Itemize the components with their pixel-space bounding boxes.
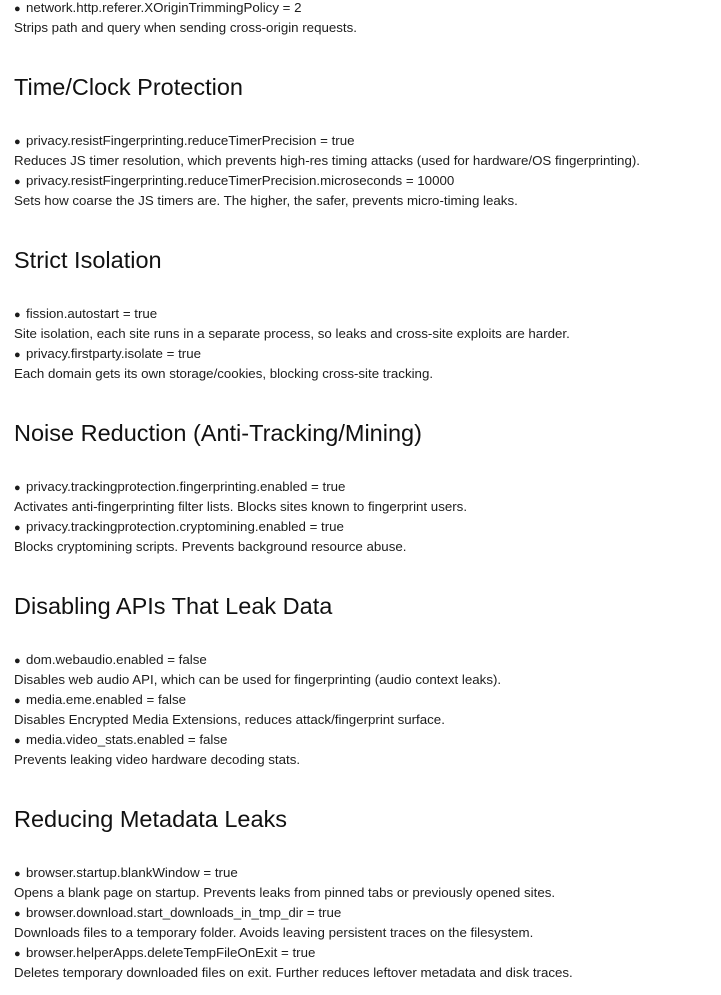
section-title: Disabling APIs That Leak Data xyxy=(14,593,333,619)
section-title: Reducing Metadata Leaks xyxy=(14,806,288,832)
setting-text: media.eme.enabled = false xyxy=(26,692,187,707)
bullet-icon: ● xyxy=(14,695,21,707)
setting-description: Opens a blank page on startup. Prevents leaks from pinned tabs or previously opened sites. xyxy=(14,885,556,900)
setting-text: browser.helperApps.deleteTempFileOnExit = true xyxy=(26,945,316,960)
bullet-icon: ● xyxy=(14,176,21,188)
bullet-icon: ● xyxy=(14,482,21,494)
setting-line xyxy=(14,903,721,923)
setting-description: Downloads files to a temporary folder. Avoids leaving persistent traces on the filesystem. xyxy=(14,925,534,940)
section-strict-isolation xyxy=(14,245,721,384)
setting-description: Strips path and query when sending cross-origin requests. xyxy=(14,20,357,35)
bullet-icon: ● xyxy=(14,136,21,148)
setting-line xyxy=(14,0,721,18)
setting-description: Disables web audio API, which can be used for fingerprinting (audio context leaks). xyxy=(14,672,502,687)
section-disabling-apis xyxy=(14,591,721,770)
setting-line xyxy=(14,650,721,670)
section-time-clock-protection xyxy=(14,72,721,211)
bullet-icon: ● xyxy=(14,948,21,960)
setting-line xyxy=(14,304,721,324)
bullet-icon: ● xyxy=(14,3,21,15)
setting-description: Each domain gets its own storage/cookies, blocking cross-site tracking. xyxy=(14,366,434,381)
setting-text: network.http.referer.XOriginTrimmingPolicy = 2 xyxy=(26,0,302,15)
setting-description: Disables Encrypted Media Extensions, reduces attack/fingerprint surface. xyxy=(14,712,445,727)
setting-line xyxy=(14,344,721,364)
bullet-icon: ● xyxy=(14,908,21,920)
setting-line xyxy=(14,131,721,151)
setting-line xyxy=(14,171,721,191)
setting-line xyxy=(14,863,721,883)
bullet-icon: ● xyxy=(14,655,21,667)
setting-text: privacy.trackingprotection.fingerprinting.enabled = true xyxy=(26,479,346,494)
setting-description: Blocks cryptomining scripts. Prevents background resource abuse. xyxy=(14,539,407,554)
section-title: Time/Clock Protection xyxy=(14,74,243,100)
setting-description: Site isolation, each site runs in a separate process, so leaks and cross-site exploits are harder. xyxy=(14,326,570,341)
section-title: Strict Isolation xyxy=(14,247,162,273)
setting-line xyxy=(14,943,721,963)
setting-text: privacy.firstparty.isolate = true xyxy=(26,346,202,361)
setting-line xyxy=(14,730,721,750)
setting-description: Deletes temporary downloaded files on exit. Further reduces leftover metadata and disk traces. xyxy=(14,965,573,980)
setting-text: dom.webaudio.enabled = false xyxy=(26,652,207,667)
setting-text: fission.autostart = true xyxy=(26,306,158,321)
setting-description: Sets how coarse the JS timers are. The higher, the safer, prevents micro-timing leaks. xyxy=(14,193,518,208)
setting-description: Reduces JS timer resolution, which prevents high-res timing attacks (used for hardware/OS fingerprinting). xyxy=(14,153,640,168)
setting-text: media.video_stats.enabled = false xyxy=(26,732,228,747)
bullet-icon: ● xyxy=(14,735,21,747)
bullet-icon: ● xyxy=(14,349,21,361)
section-reducing-metadata-leaks xyxy=(14,804,721,983)
section-noise-reduction xyxy=(14,418,721,557)
setting-text: privacy.resistFingerprinting.reduceTimerPrecision.microseconds = 10000 xyxy=(26,173,455,188)
setting-text: browser.download.start_downloads_in_tmp_dir = true xyxy=(26,905,342,920)
intro-block xyxy=(14,0,721,38)
setting-description: Activates anti-fingerprinting filter lists. Blocks sites known to fingerprint users. xyxy=(14,499,468,514)
bullet-icon: ● xyxy=(14,868,21,880)
section-title: Noise Reduction (Anti-Tracking/Mining) xyxy=(14,420,422,446)
setting-line xyxy=(14,477,721,497)
bullet-icon: ● xyxy=(14,309,21,321)
document-page xyxy=(14,0,721,983)
setting-line xyxy=(14,517,721,537)
bullet-icon: ● xyxy=(14,522,21,534)
setting-text: privacy.resistFingerprinting.reduceTimerPrecision = true xyxy=(26,133,355,148)
setting-line xyxy=(14,690,721,710)
setting-description: Prevents leaking video hardware decoding stats. xyxy=(14,752,301,767)
setting-text: browser.startup.blankWindow = true xyxy=(26,865,238,880)
setting-text: privacy.trackingprotection.cryptomining.enabled = true xyxy=(26,519,344,534)
